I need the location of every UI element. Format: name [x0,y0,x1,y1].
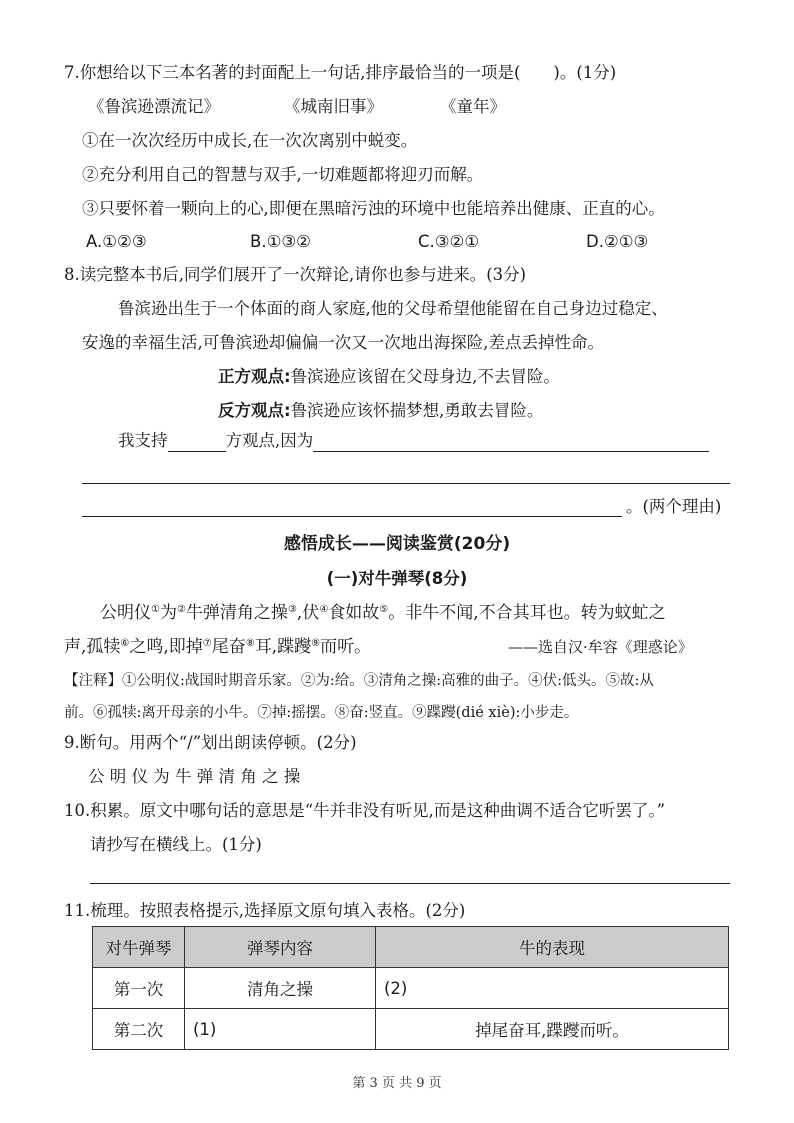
section-title: 感悟成长——阅读鉴赏(20分) [283,534,511,554]
q7-statement-1: ①在一次次经历中成长,在一次次离别中蜕变。 [82,131,418,150]
q10-stem-line1: 10.积累。原文中哪句话的意思是“牛并非没有听见,而是这种曲调不适合它听罢了。” [64,801,666,820]
q7-book-1: 《鲁滨逊漂流记》 [88,97,220,116]
passage-text: 之鸣,即掉 [129,637,203,657]
q8-con-label: 反方观点: [218,401,291,420]
q8-stem: 8.读完整本书后,同学们展开了一次辩论,请你也参与进来。(3分) [64,265,527,284]
q7-option-a: A.①②③ [86,232,147,251]
q7-option-c: C.③②① [418,232,480,251]
q8-con-text: 鲁滨逊应该怀揣梦想,勇敢去冒险。 [290,401,544,420]
note-ref-4: ④ [319,604,329,615]
header-cell: 对牛弹琴 [93,927,185,968]
q11-stem: 11.梳理。按照表格提示,选择原文原句填入表格。(2分) [64,901,466,920]
note-ref-1: ① [151,604,160,615]
q11-table [92,926,729,1050]
q7-option-b: B.①③② [250,232,311,251]
q8-answer-suffix: 。(两个理由) [626,497,722,516]
note-ref-2: ② [176,604,186,615]
passage-text: 。非牛不闻,不合其耳也。转为蚊虻之 [388,603,666,623]
q7-book-3: 《童年》 [440,97,506,116]
q9-stem: 9.断句。用两个“/”划出朗读停顿。(2分) [64,733,357,752]
table-row [93,1009,729,1050]
notes-line2: 前。⑥孤犊:离开母亲的小牛。⑦掉:摇摆。⑧奋:竖直。⑨蹀躞(dié xiè):小步走。 [64,705,579,721]
q8-pro-text: 鲁滨逊应该留在父母身边,不去冒险。 [290,367,560,386]
passage-text: 而听。 [320,637,372,657]
q8-pro-label: 正方观点: [218,367,291,386]
q8-reason-blank-3[interactable] [82,516,622,517]
passage-text: 尾奋 [211,637,246,657]
q8-passage-line1: 鲁滨逊出生于一个体面的商人家庭,他的父母希望他能留在自己身边过稳定、 [118,299,668,318]
passage-text: 为 [159,603,177,623]
passage-text: 食如故 [328,603,380,623]
table-cell: 第一次 [93,968,185,1009]
q8-side-blank[interactable] [168,431,226,452]
table-answer-cell[interactable]: (2) [376,968,729,1009]
q10-stem-line2: 请抄写在横线上。(1分) [90,835,262,854]
header-cell: 牛的表现 [376,927,729,968]
note-ref-7: ⑦ [202,638,212,649]
note-ref-3: ③ [287,604,297,615]
q8-pro-viewpoint [218,366,560,388]
table-cell: 掉尾奋耳,蹀躞而听。 [376,1009,729,1050]
q8-reason-blank-2[interactable] [82,483,730,484]
q9-sentence[interactable]: 公 明 仪 为 牛 弹 清 角 之 操 [88,767,301,786]
q7-stem: 7.你想给以下三本名著的封面配上一句话,排序最恰当的一项是( )。(1分) [64,63,617,82]
q8-passage-line2: 安逸的幸福生活,可鲁滨逊却偏偏一次又一次地出海探险,差点丢掉性命。 [82,333,604,352]
q8-answer-mid: 方观点,因为 [225,431,314,450]
q7-option-d: D.②①③ [586,232,649,251]
table-row [93,968,729,1009]
table-cell: 第二次 [93,1009,185,1050]
passage-text: 声,孤犊 [64,637,121,657]
q8-answer-prefix: 我支持 [118,431,168,450]
notes-line1: 【注释】①公明仪:战国时期音乐家。②为:给。③清角之操:高雅的曲子。④伏:低头。⑤故:从 [64,673,654,689]
passage-text: 牛弹清角之操 [185,603,288,623]
q7-statement-3: ③只要怀着一颗向上的心,即便在黑暗污浊的环境中也能培养出健康、正直的心。 [82,199,665,218]
table-header-row [93,927,729,968]
q8-answer-line [118,430,709,452]
q7-statement-2: ②充分利用自己的智慧与双手,一切难题都将迎刃而解。 [82,165,484,184]
passage-text: 耳,蹀躞 [254,637,312,657]
table-cell: 清角之操 [185,968,376,1009]
note-ref-6: ⑥ [120,638,130,649]
note-ref-9: ⑨ [311,638,321,649]
passage-line1 [100,602,666,624]
passage-text: 公明仪 [100,603,151,623]
page-footer: 第 3 页 共 9 页 [352,1076,442,1091]
q8-con-viewpoint [218,400,543,422]
header-cell: 弹琴内容 [185,927,376,968]
section-subtitle: (一)对牛弹琴(8分) [326,569,468,588]
note-ref-8: ⑧ [245,638,255,649]
q10-answer-blank[interactable] [90,883,730,884]
q7-book-2: 《城南旧事》 [284,97,383,116]
note-ref-5: ⑤ [379,604,389,615]
passage-text: ,伏 [296,603,320,623]
q8-reason-blank-1[interactable] [313,431,709,452]
passage-line2 [64,636,371,658]
passage-source: ——选自汉·牟容《理惑论》 [508,638,693,656]
table-answer-cell[interactable]: (1) [185,1009,376,1050]
